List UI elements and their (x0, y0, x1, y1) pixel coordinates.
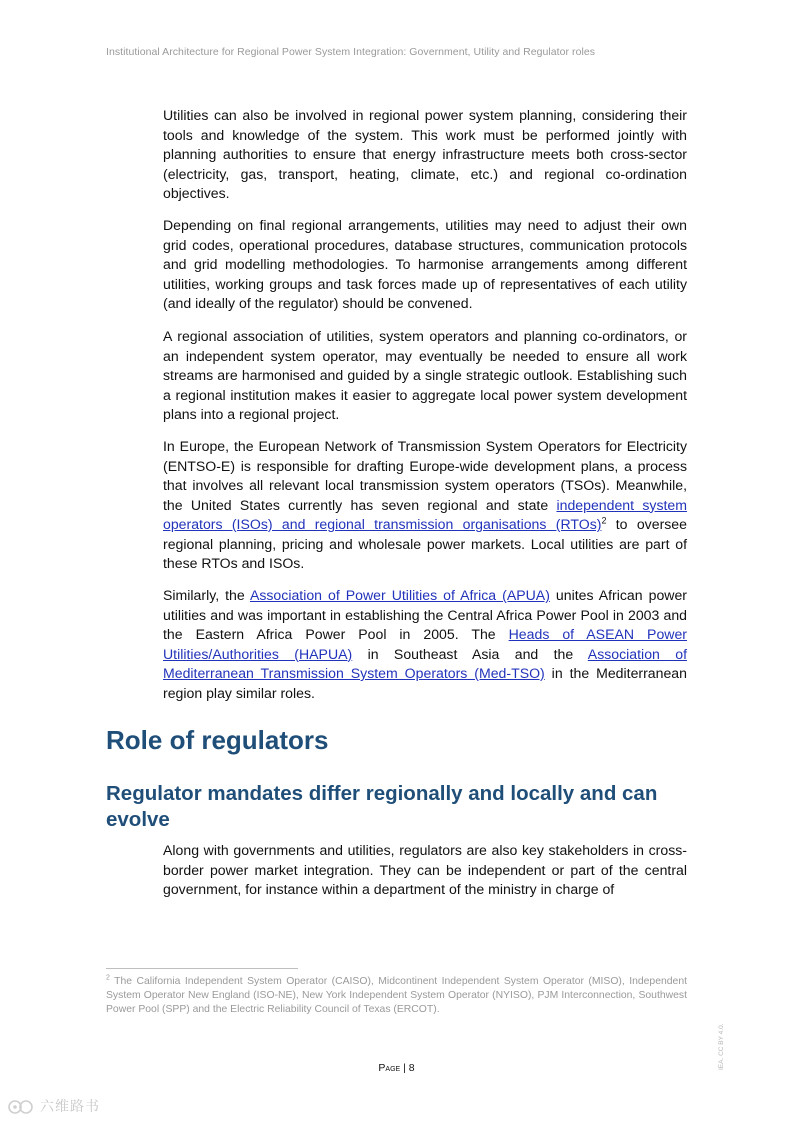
footnote (106, 975, 687, 1016)
text-segment: Similarly, the (163, 587, 250, 603)
watermark (6, 1094, 100, 1118)
text-segment: to oversee regional planning, pricing and wholesale power markets. Local utilities are part of these RTOs and ISOs. (163, 516, 687, 571)
paragraph-text (163, 586, 687, 703)
footnote-text: The California Independent System Operator (CAISO), Midcontinent Independent System Operator (MISO), Independent System Operator New England (ISO-NE), New York Independent System Operator (NYISO), PJM Interconnection, Southwest Power Pool (SPP) and the Electric Reliability Council of Texas (ERCOT). (106, 976, 687, 1015)
footnote-divider (106, 968, 298, 969)
link-isos-rtos[interactable]: independent system operators (ISOs) and regional transmission organisations (RTOs) (163, 496, 687, 532)
paragraph-text: A regional association of utilities, system operators and planning co-ordinators, or an independent system operator, may eventually be needed to ensure all work streams are harmonised and guided by a single strategic outlook. Establishing such a regional institution makes it easier to aggregate local power system development plans into a regional project. (163, 328, 687, 422)
running-header: Institutional Architecture for Regional Power System Integration: Government, Utility and Regulator roles (106, 46, 596, 58)
page-number (0, 1062, 793, 1074)
watermark-text: 六维路书 (40, 1099, 100, 1115)
paragraph-apua (163, 586, 687, 703)
link-hapua[interactable]: Heads of ASEAN Power Utilities/Authorities (HAPUA) (163, 626, 687, 662)
link-apua[interactable]: Association of Power Utilities of Africa (APUA) (249, 587, 550, 603)
watermark-logo-icon (6, 1096, 36, 1116)
paragraph-regional-association (163, 327, 687, 425)
text-segment: In Europe, the European Network of Transmission System Operators for Electricity (ENTSO-E) is responsible for drafting Europe-wide development plans, a process that involves all relevant local transmission system operators (TSOs). Meanwhile, the United States currently has seven regional and state (163, 438, 687, 513)
link-med-tso[interactable]: Association of Mediterranean Transmission System Operators (Med-TSO) (163, 645, 687, 681)
subsection-heading: Regulator mandates differ regionally and locally and can evolve (106, 782, 658, 831)
text-segment: in Southeast Asia and the (352, 645, 588, 662)
section-heading: Role of regulators (106, 725, 329, 755)
paragraph-entso-e (163, 437, 687, 574)
text-segment: unites African power utilities and was important in establishing the Central Africa Power Pool in 2003 and the Eastern Africa Power Pool in 2005. The (163, 587, 687, 642)
footnote-number: 2 (106, 974, 110, 982)
text-segment: in the Mediterranean region play similar roles. (163, 665, 687, 701)
license-mark: IEA. CC BY 4.0. (718, 1023, 725, 1070)
paragraph-text: Utilities can also be involved in regional power system planning, considering their tools and knowledge of the system. This work must be performed jointly with planning authorities to ensure that energy infrastructure meets both cross-sector (electricity, gas, transport, heating, climate, etc.) and regional co-ordination objectives. (163, 107, 687, 201)
paragraph-text: Depending on final regional arrangements, utilities may need to adjust their own grid codes, operational procedures, database structures, communication protocols and grid modelling methodologies. To harmonise arrangements among different utilities, working groups and task forces made up of representatives of each utility (and ideally of the regulator) should be convened. (163, 217, 687, 311)
page-separator: | (400, 1062, 409, 1074)
footnote-ref[interactable]: 2 (601, 515, 607, 526)
paragraph-regulators (163, 841, 687, 900)
paragraph-regional-arrangements (163, 216, 687, 314)
paragraph-text (163, 437, 687, 574)
page-label: Page (378, 1062, 401, 1074)
paragraph-utilities-planning (163, 106, 687, 204)
page-number-value: 8 (408, 1062, 415, 1074)
paragraph-text: Along with governments and utilities, regulators are also key stakeholders in cross-border power market integration. They can be independent or part of the central government, for instance within a department of the ministry in charge of (163, 842, 687, 897)
